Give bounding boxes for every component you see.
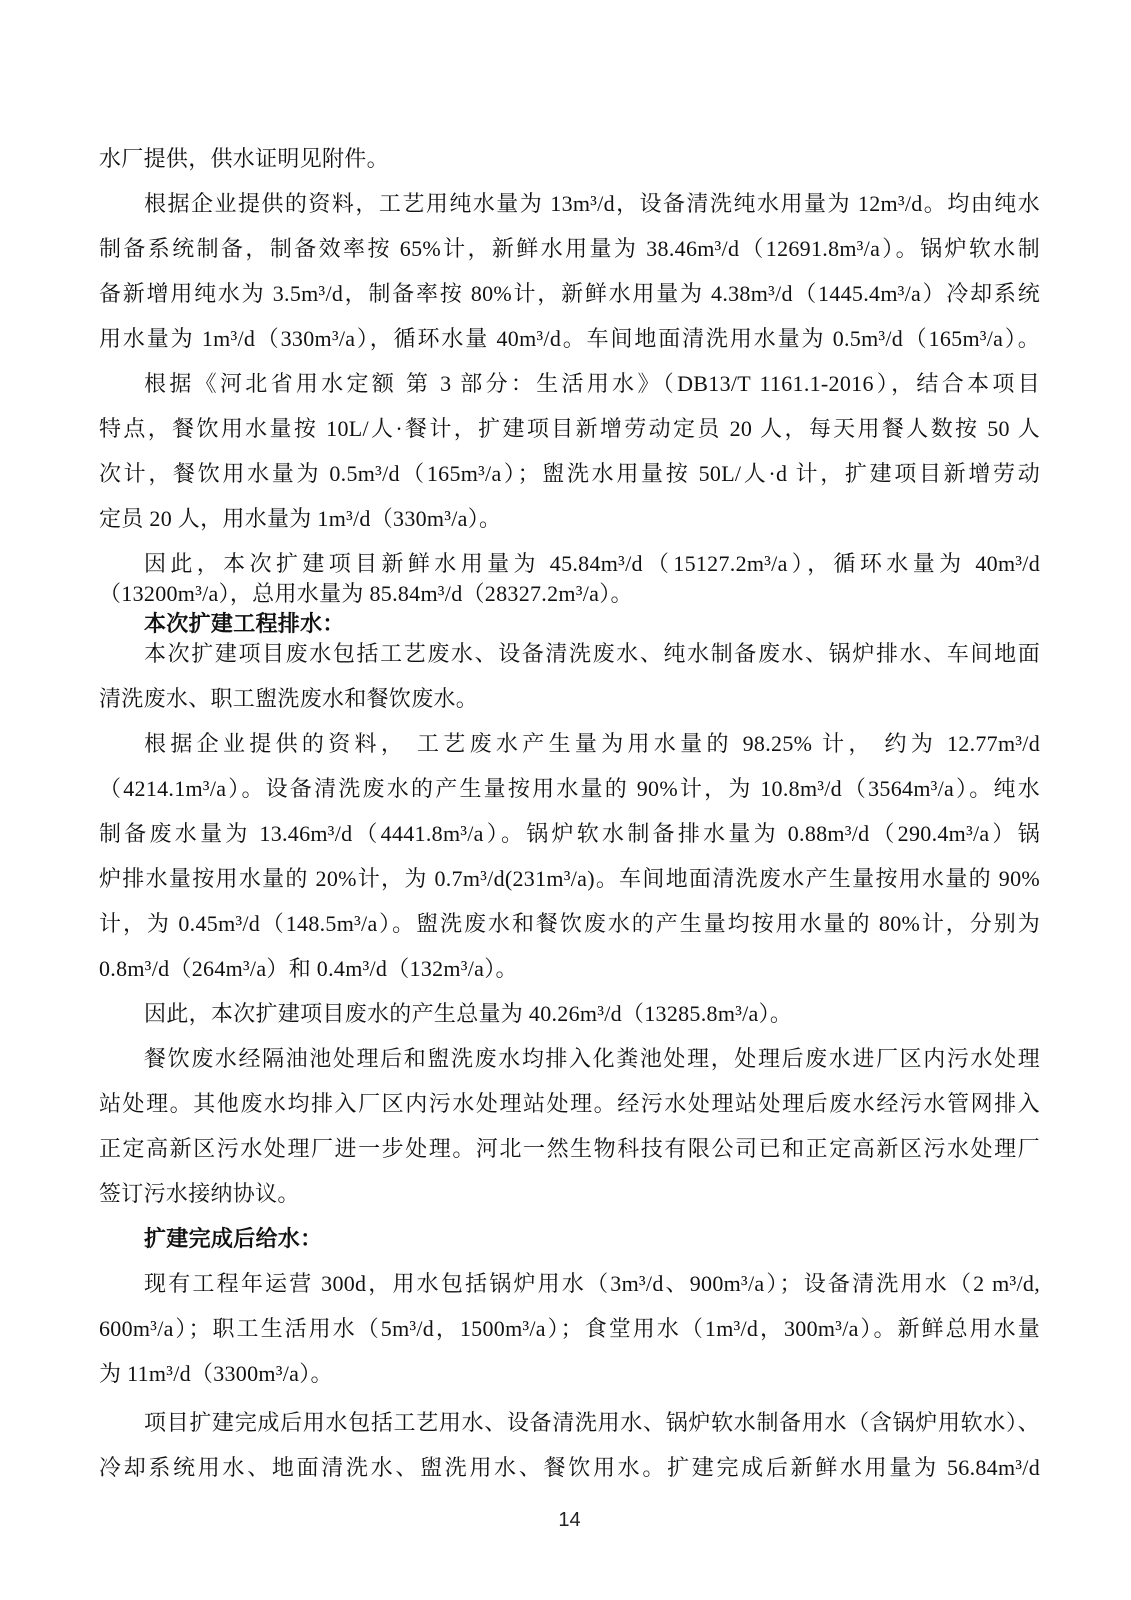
- body-line: 项目扩建完成后用水包括工艺用水、设备清洗用水、锅炉软水制备用水（含锅炉用软水）、: [144, 1410, 1040, 1435]
- body-line: 清洗废水、职工盥洗废水和餐饮废水。: [99, 686, 479, 711]
- body-line: 制备系统制备，制备效率按 65%计，新鲜水用量为 38.46m³/d（12691.8m³/a）。锅炉软水制: [99, 236, 1040, 261]
- body-line: 备新增用纯水为 3.5m³/d，制备率按 80%计，新鲜水用量为 4.38m³/d（1445.4m³/a）冷却系统: [99, 281, 1040, 306]
- body-line: （4214.1m³/a）。设备清洗废水的产生量按用水量的 90%计，为 10.8m³/d（3564m³/a）。纯水: [99, 776, 1040, 801]
- body-line: 特点，餐饮用水量按 10L/人·餐计，扩建项目新增劳动定员 20 人，每天用餐人数按 50 人: [99, 416, 1040, 441]
- body-line: 因此，本次扩建项目废水的产生总量为 40.26m³/d（13285.8m³/a）。: [144, 1001, 793, 1026]
- body-line: （13200m³/a），总用水量为 85.84m³/d（28327.2m³/a）。: [99, 581, 633, 606]
- body-line: 站处理。其他废水均排入厂区内污水处理站处理。经污水处理站处理后废水经污水管网排入: [99, 1091, 1040, 1116]
- body-line: 因此，本次扩建项目新鲜水用量为 45.84m³/d（15127.2m³/a），循环水量为 40m³/d: [144, 551, 1040, 576]
- body-line: 为 11m³/d（3300m³/a）。: [99, 1361, 333, 1386]
- body-line: 签订污水接纳协议。: [99, 1181, 300, 1206]
- body-line: 餐饮废水经隔油池处理后和盥洗废水均排入化粪池处理，处理后废水进厂区内污水处理: [144, 1046, 1040, 1071]
- page-number: 14: [558, 1509, 581, 1531]
- body-line: 用水量为 1m³/d（330m³/a），循环水量 40m³/d。车间地面清洗用水量为 0.5m³/d（165m³/a）。: [99, 326, 1040, 351]
- body-line: 次计，餐饮用水量为 0.5m³/d（165m³/a）；盥洗水用量按 50L/人·d 计，扩建项目新增劳动: [99, 461, 1040, 486]
- section-heading-water-supply: 扩建完成后给水：: [144, 1226, 323, 1251]
- body-line: 根据企业提供的资料，工艺用纯水量为 13m³/d，设备清洗纯水用量为 12m³/d。均由纯水: [144, 191, 1040, 216]
- body-line: 正定高新区污水处理厂进一步处理。河北一然生物科技有限公司已和正定高新区污水处理厂: [99, 1136, 1040, 1161]
- body-line: 定员 20 人，用水量为 1m³/d（330m³/a）。: [99, 506, 502, 531]
- body-line: 冷却系统用水、地面清洗水、盥洗用水、餐饮用水。扩建完成后新鲜水用量为 56.84m³/d: [99, 1455, 1040, 1480]
- body-line: 制备废水量为 13.46m³/d（4441.8m³/a）。锅炉软水制备排水量为 0.88m³/d（290.4m³/a）锅: [99, 821, 1040, 846]
- body-line: 0.8m³/d（264m³/a）和 0.4m³/d（132m³/a）。: [99, 956, 518, 981]
- body-line: 根据《河北省用水定额 第 3 部分：生活用水》（DB13/T 1161.1-2016），结合本项目: [144, 371, 1040, 396]
- body-line: 水厂提供，供水证明见附件。: [99, 146, 389, 171]
- body-line: 600m³/a）；职工生活用水（5m³/d，1500m³/a）；食堂用水（1m³/d，300m³/a）。新鲜总用水量: [99, 1316, 1040, 1341]
- body-line: 本次扩建项目废水包括工艺废水、设备清洗废水、纯水制备废水、锅炉排水、车间地面: [144, 641, 1040, 666]
- document-body: [99, 147, 1040, 1532]
- body-line: 根据企业提供的资料， 工艺废水产生量为用水量的 98.25% 计， 约为 12.77m³/d: [144, 731, 1040, 756]
- body-line: 计，为 0.45m³/d（148.5m³/a）。盥洗废水和餐饮废水的产生量均按用水量的 80%计，分别为: [99, 911, 1040, 936]
- body-line: 炉排水量按用水量的 20%计，为 0.7m³/d(231m³/a)。车间地面清洗废水产生量按用水量的 90%: [99, 866, 1040, 891]
- section-heading-drainage: 本次扩建工程排水：: [144, 611, 345, 636]
- body-line: 现有工程年运营 300d，用水包括锅炉用水（3m³/d、900m³/a）；设备清洗用水（2 m³/d,: [144, 1271, 1040, 1296]
